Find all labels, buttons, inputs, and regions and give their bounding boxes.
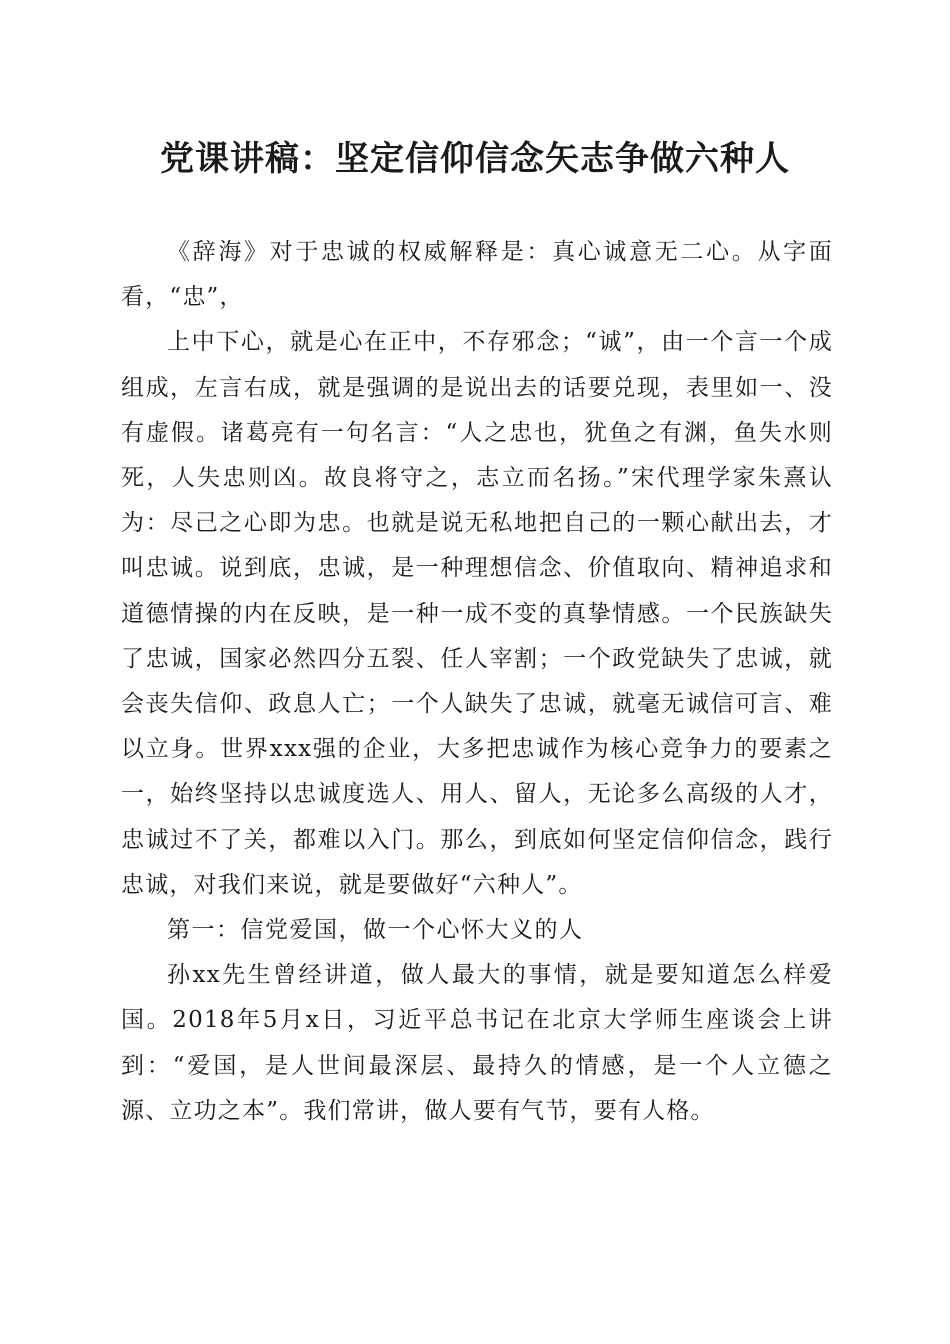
- paragraph-patriotism: 孙xx先生曾经讲道，做人最大的事情，就是要知道怎么样爱国。2018年5月x日，习近平总书记在北京大学师生座谈会上讲到：“爱国，是人世间最深层、最持久的情感，是一个人立德之源、立功之本”。我们常讲，做人要有气节，要有人格。: [121, 962, 833, 1124]
- document-body: [121, 230, 833, 1134]
- section-heading-first: 第一：信党爱国，做一个心怀大义的人: [167, 917, 584, 944]
- paragraph-intro: 《辞海》对于忠诚的权威解释是：真心诚意无二心。从字面看，“忠”，: [121, 239, 833, 311]
- document-title: 党课讲稿：坚定信仰信念矢志争做六种人: [160, 139, 790, 179]
- paragraph-loyalty-meaning: 上中下心，就是心在正中，不存邪念；“诚”，由一个言一个成组成，左言右成，就是强调的是说出去的话要兑现，表里如一、没有虚假。诸葛亮有一句名言：“人之忠也，犹鱼之有渊，鱼失水则死，人失忠则凶。故良将守之，志立而名扬。”宋代理学家朱熹认为：尽己之心即为忠。也就是说无私地把自己的一颗心献出去，才叫忠诚。说到底，忠诚，是一种理想信念、价值取向、精神追求和道德情操的内在反映，是一种一成不变的真挚情感。一个民族缺失了忠诚，国家必然四分五裂、任人宰割；一个政党缺失了忠诚，就会丧失信仰、政息人亡；一个人缺失了忠诚，就毫无诚信可言、难以立身。世界xxx强的企业，大多把忠诚作为核心竞争力的要素之一，始终坚持以忠诚度选人、用人、留人，无论多么高级的人才，忠诚过不了关，都难以入门。那么，到底如何坚定信仰信念，践行忠诚，对我们来说，就是要做好“六种人”。: [121, 329, 833, 898]
